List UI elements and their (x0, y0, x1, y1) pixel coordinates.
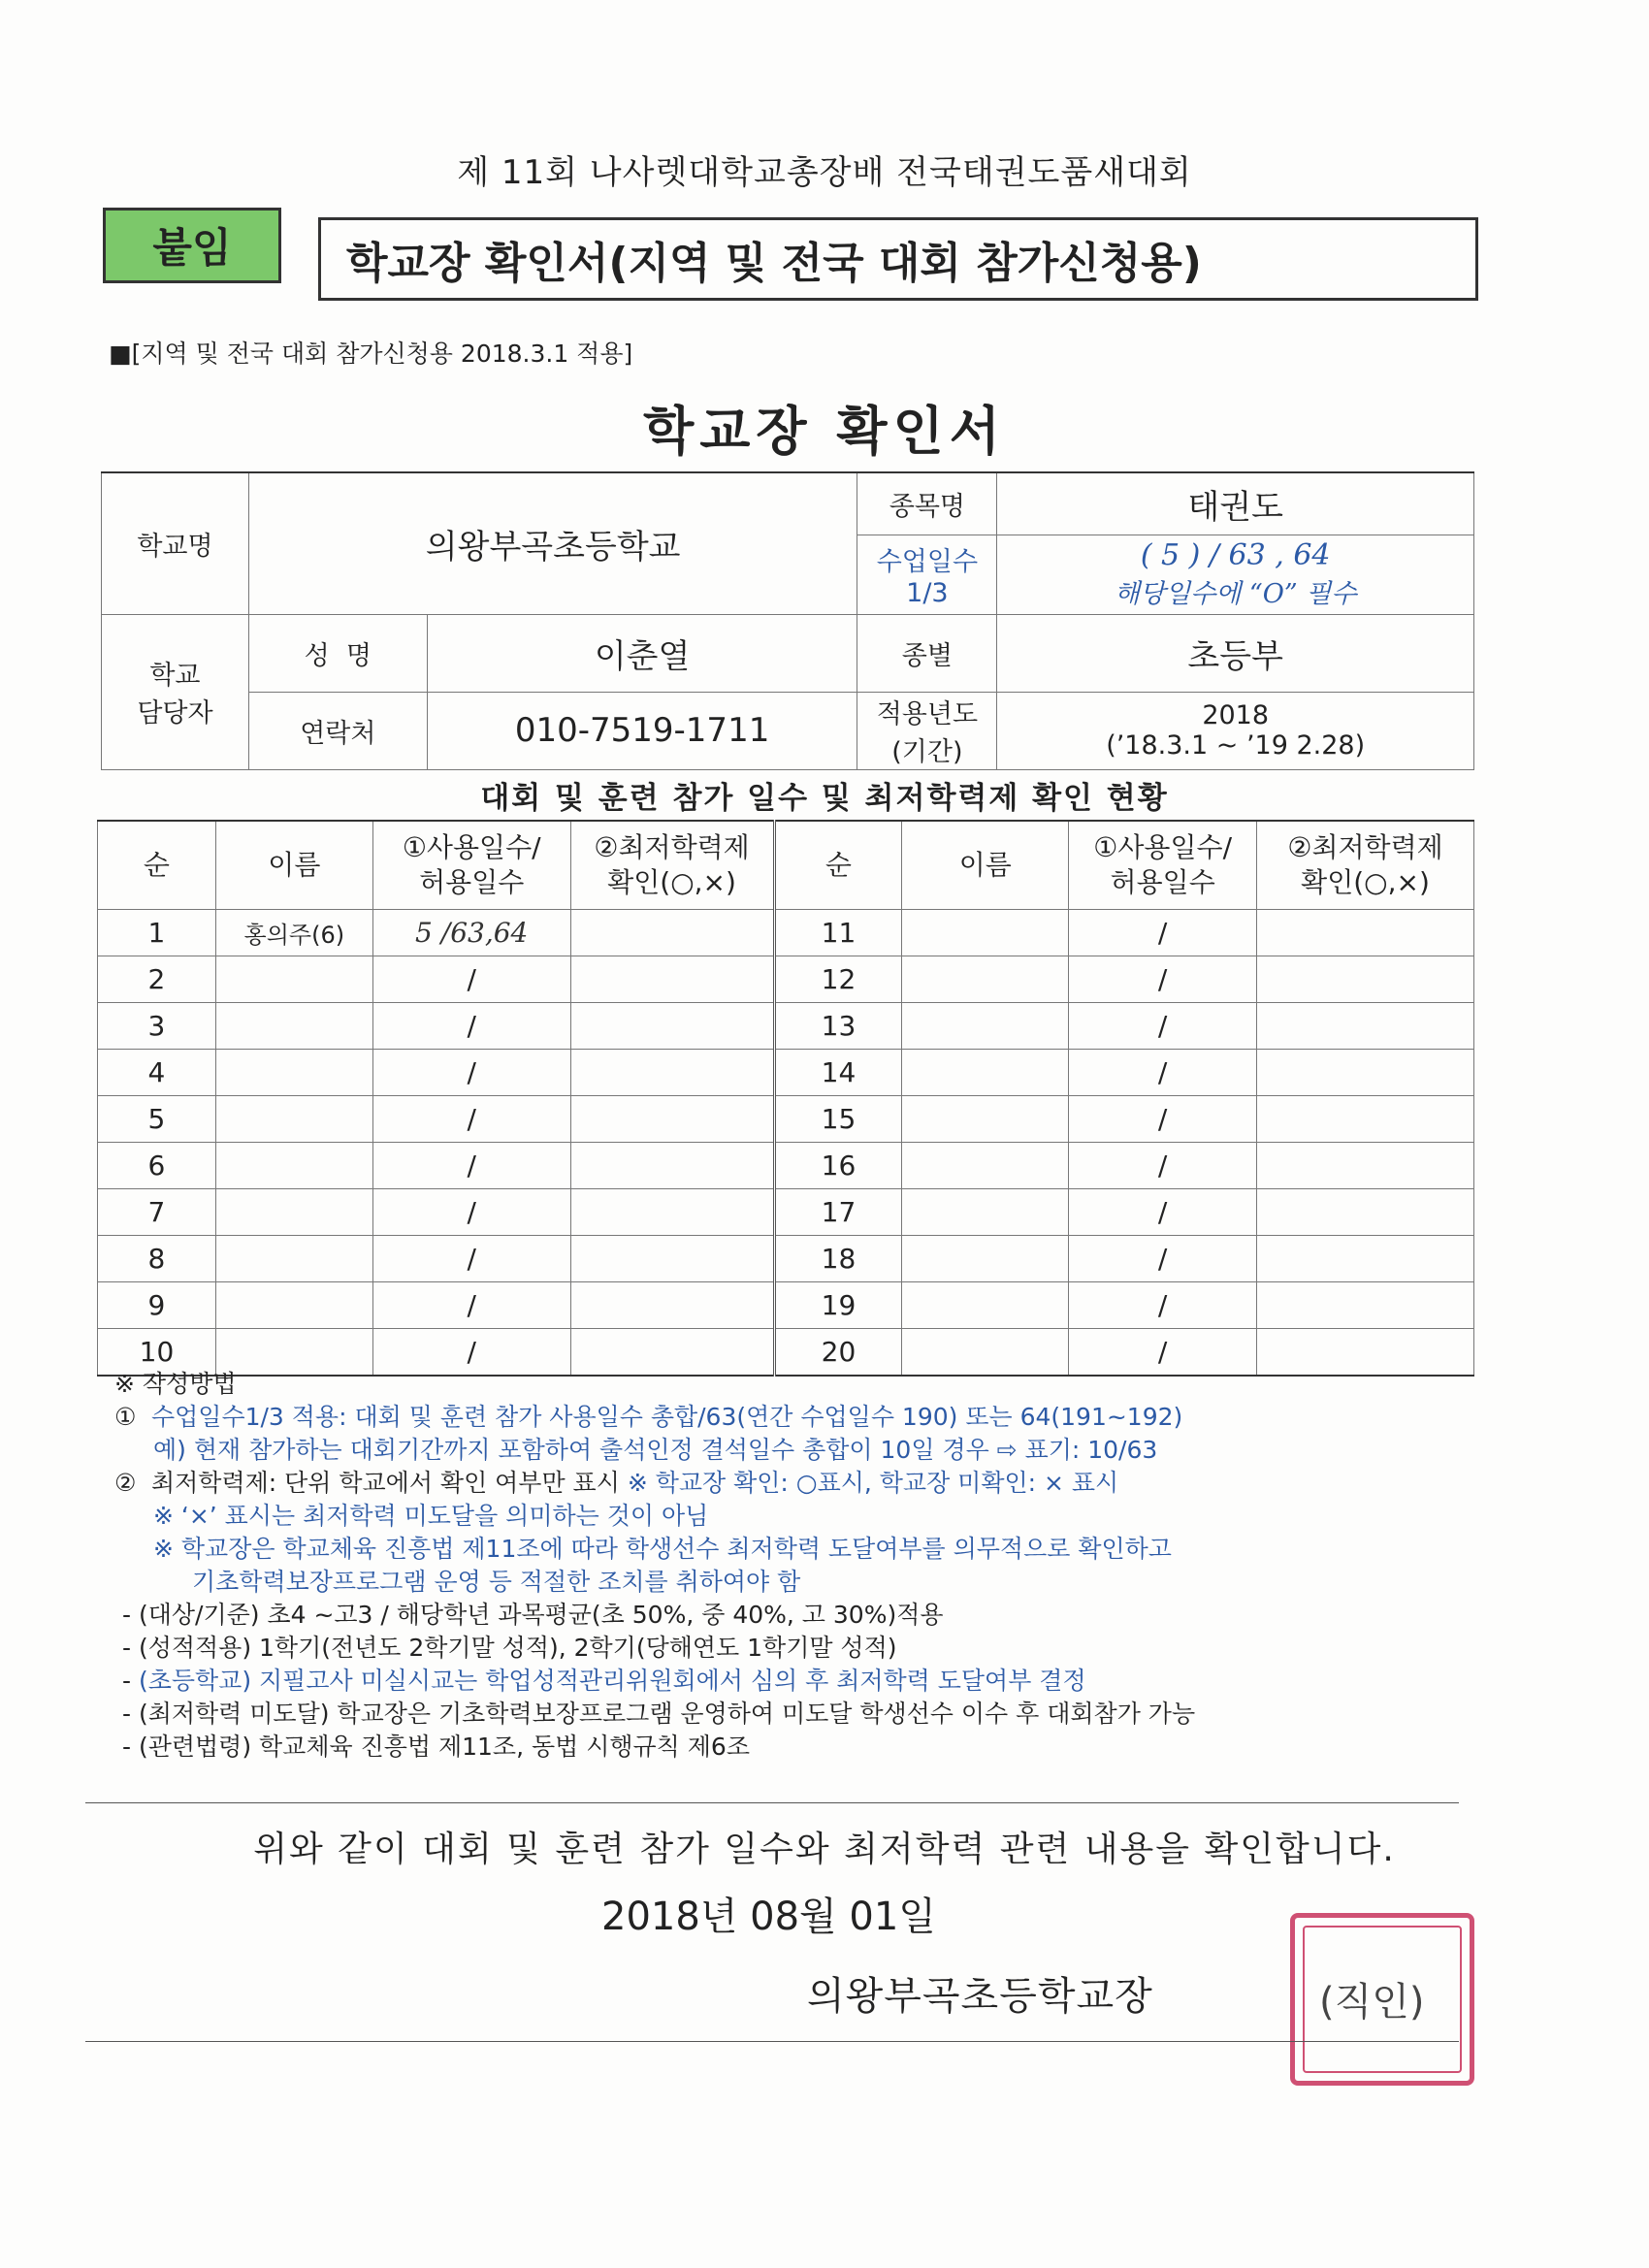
roster-subtitle: 대회 및 훈련 참가 일수 및 최저학력제 확인 현황 (480, 781, 1169, 816)
name-value: 이춘열 (427, 614, 857, 692)
row-name (215, 1050, 372, 1096)
event-label: 종목명 (857, 472, 997, 535)
period-year: 2018 (1202, 700, 1270, 730)
row-name (902, 1282, 1069, 1329)
row-name (902, 1189, 1069, 1236)
detail-4: - (최저학력 미도달) 학교장은 기초학력보장프로그램 운영하여 미도달 학생선수 이수 후 대회참가 가능 (122, 1700, 1196, 1728)
instruction-2-mark: ② (114, 1469, 137, 1497)
row-name (215, 1096, 372, 1143)
detail-1: - (대상/기준) 초4 ~고3 / 해당학년 과목평균(초 50%, 중 40%, 고 30%)적용 (122, 1601, 944, 1629)
principal-title: 의왕부곡초등학교장 (807, 1974, 1153, 2019)
row-name (215, 1003, 372, 1050)
event-value: 태권도 (997, 472, 1474, 535)
class-days-label (857, 535, 997, 614)
table-row (98, 910, 1474, 956)
row-no: 10 (98, 1329, 216, 1377)
row-check (570, 1189, 774, 1236)
row-no: 7 (98, 1189, 216, 1236)
document-title-box (318, 217, 1478, 301)
category-label: 종별 (857, 614, 997, 692)
row-no: 8 (98, 1236, 216, 1282)
header-no-right: 순 (774, 821, 902, 910)
row-no: 12 (774, 956, 902, 1003)
row-check (1257, 1003, 1474, 1050)
header-check-line1: ②최저학력제 (594, 831, 750, 863)
instruction-3: ※ ‘×’ 표시는 최저학력 미도달을 의미하는 것이 아님 (153, 1502, 709, 1530)
row-days: / (1069, 1329, 1257, 1377)
table-row (98, 1189, 1474, 1236)
header-no-left: 순 (98, 821, 216, 910)
row-days: / (1069, 1003, 1257, 1050)
header-check-line2: 확인(○,×) (1301, 866, 1430, 898)
manager-label (102, 614, 249, 769)
row-days: / (372, 1329, 570, 1377)
instruction-2-blue: ※ 학교장 확인: ○표시, 학교장 미확인: × 표시 (627, 1469, 1119, 1497)
row-name: 홍의주(6) (215, 910, 372, 956)
table-row (98, 1236, 1474, 1282)
detail-5: - (관련법령) 학교체육 진흥법 제11조, 동법 시행규칙 제6조 (122, 1733, 750, 1761)
row-name (902, 1050, 1069, 1096)
instruction-1-line1: 수업일수1/3 적용: 대회 및 훈련 참가 사용일수 총합/63(연간 수업일수 190) 또는 64(191~192) (151, 1403, 1183, 1431)
row-days: / (372, 1282, 570, 1329)
table-row (98, 956, 1474, 1003)
contact-value: 010-7519-1711 (427, 692, 857, 769)
instruction-1-mark: ① (114, 1403, 137, 1431)
row-name (215, 1189, 372, 1236)
header-days-line2: 허용일수 (419, 866, 525, 898)
row-days: / (1069, 910, 1257, 956)
row-days: / (372, 1003, 570, 1050)
divider (85, 1802, 1459, 1803)
seal-label: (직인) (1319, 1980, 1425, 2025)
row-check (570, 1096, 774, 1143)
row-no: 4 (98, 1050, 216, 1096)
row-name (902, 910, 1069, 956)
class-days-note: 해당일수에 “O” 필수 (1114, 579, 1357, 609)
row-name (215, 1236, 372, 1282)
row-check (1257, 1096, 1474, 1143)
row-no: 3 (98, 1003, 216, 1050)
class-days-label-line1: 수업일수 (876, 547, 979, 577)
row-check (1257, 956, 1474, 1003)
class-days-cell (997, 535, 1474, 614)
school-label: 학교명 (102, 472, 249, 614)
row-name (215, 1143, 372, 1189)
row-name (215, 1282, 372, 1329)
period-label-line1: 적용년도 (876, 699, 979, 729)
row-days: / (1069, 1143, 1257, 1189)
header-days-line1: ①사용일수/ (402, 831, 541, 863)
row-days: / (1069, 1282, 1257, 1329)
instructions-heading: ※ 작성방법 (114, 1370, 237, 1398)
category-value: 초등부 (997, 614, 1474, 692)
application-note: ■[지역 및 전국 대회 참가신청용 2018.3.1 적용] (109, 340, 633, 368)
row-name (902, 1143, 1069, 1189)
row-no: 5 (98, 1096, 216, 1143)
row-days: 5 /63,64 (372, 910, 570, 956)
event-title: 제 11회 나사렛대학교총장배 전국태권도품새대회 (457, 153, 1192, 192)
row-no: 1 (98, 910, 216, 956)
row-check (570, 1143, 774, 1189)
row-check (570, 1236, 774, 1282)
roster-table (97, 820, 1474, 1377)
row-name (902, 956, 1069, 1003)
header-check-right (1257, 821, 1474, 910)
attachment-badge: 붙임 (103, 208, 281, 283)
instruction-4-line2: 기초학력보장프로그램 운영 등 적절한 조치를 취하여야 함 (192, 1568, 801, 1596)
row-no: 17 (774, 1189, 902, 1236)
row-name (215, 956, 372, 1003)
instruction-1-line2: 예) 현재 참가하는 대회기간까지 포함하여 출석인정 결석일수 총합이 10일 경우 ⇨ 표기: 10/63 (153, 1436, 1158, 1464)
instruction-2-text: 최저학력제: 단위 학교에서 확인 여부만 표시 (151, 1469, 628, 1497)
document-title: 학교장 확인서(지역 및 전국 대회 참가신청용) (346, 239, 1202, 288)
table-row (98, 1096, 1474, 1143)
main-title: 학교장 확인서 (643, 401, 1006, 462)
class-days-value: ( 5 ) / 63 , 64 (1140, 538, 1331, 572)
row-days: / (372, 1189, 570, 1236)
row-check (570, 1050, 774, 1096)
row-check (570, 1282, 774, 1329)
detail-2: - (성적적용) 1학기(전년도 2학기말 성적), 2학기(당해연도 1학기말 성적) (122, 1634, 897, 1662)
confirmation-text: 위와 같이 대회 및 훈련 참가 일수와 최저학력 관련 내용을 확인합니다. (253, 1830, 1396, 1869)
period-value (997, 692, 1474, 769)
period-label (857, 692, 997, 769)
row-check (570, 956, 774, 1003)
row-check (570, 910, 774, 956)
detail-3 (114, 1665, 1492, 1698)
row-no: 19 (774, 1282, 902, 1329)
class-days-label-line2: 1/3 (906, 578, 949, 608)
row-days: / (1069, 1096, 1257, 1143)
row-name (902, 1096, 1069, 1143)
row-no: 13 (774, 1003, 902, 1050)
period-label-line2: (기간) (891, 737, 963, 767)
row-no: 2 (98, 956, 216, 1003)
info-table (101, 471, 1474, 770)
header-check-left (570, 821, 774, 910)
contact-label: 연락처 (248, 692, 427, 769)
row-no: 16 (774, 1143, 902, 1189)
row-no: 15 (774, 1096, 902, 1143)
row-days: / (372, 956, 570, 1003)
header-check-line2: 확인(○,×) (607, 866, 736, 898)
row-days: / (372, 1050, 570, 1096)
header-check-line1: ②최저학력제 (1287, 831, 1443, 863)
manager-label-line1: 학교 (149, 661, 201, 691)
row-check (1257, 1236, 1474, 1282)
header-days-left (372, 821, 570, 910)
instructions (114, 1368, 1492, 1764)
row-check (570, 1003, 774, 1050)
name-label: 성 명 (248, 614, 427, 692)
period-range: (’18.3.1 ~ ’19 2.28) (1106, 730, 1366, 761)
instruction-2 (114, 1467, 1492, 1500)
row-days: / (372, 1236, 570, 1282)
table-row (98, 1050, 1474, 1096)
row-days: / (1069, 1050, 1257, 1096)
detail-3-blue: (초등학교) 지필고사 미실시교는 학업성적관리위원회에서 심의 후 최저학력 도달여부 결정 (138, 1667, 1086, 1695)
row-check (1257, 1143, 1474, 1189)
header-days-line1: ①사용일수/ (1093, 831, 1233, 863)
row-days: / (1069, 1189, 1257, 1236)
row-check (1257, 910, 1474, 956)
row-no: 6 (98, 1143, 216, 1189)
row-days: / (1069, 1236, 1257, 1282)
row-days: / (372, 1096, 570, 1143)
row-no: 18 (774, 1236, 902, 1282)
row-check (1257, 1189, 1474, 1236)
header-name-right: 이름 (902, 821, 1069, 910)
divider (85, 2041, 1459, 2042)
row-no: 9 (98, 1282, 216, 1329)
header-name-left: 이름 (215, 821, 372, 910)
row-check (1257, 1050, 1474, 1096)
school-name: 의왕부곡초등학교 (248, 472, 857, 614)
header-days-right (1069, 821, 1257, 910)
row-name (902, 1003, 1069, 1050)
instruction-4-line1: ※ 학교장은 학교체육 진흥법 제11조에 따라 학생선수 최저학력 도달여부를 의무적으로 확인하고 (153, 1535, 1172, 1563)
row-no: 11 (774, 910, 902, 956)
row-no: 14 (774, 1050, 902, 1096)
table-row (98, 1003, 1474, 1050)
row-check (1257, 1282, 1474, 1329)
row-days: / (1069, 956, 1257, 1003)
header-days-line2: 허용일수 (1110, 866, 1215, 898)
confirmation-date: 2018년 08월 01일 (601, 1895, 936, 1939)
detail-3-prefix: - (122, 1667, 139, 1695)
instruction-1 (114, 1401, 1492, 1434)
manager-label-line2: 담당자 (137, 698, 213, 729)
row-name (902, 1236, 1069, 1282)
row-days: / (372, 1143, 570, 1189)
table-row (98, 1282, 1474, 1329)
row-no: 20 (774, 1329, 902, 1377)
table-row (98, 1143, 1474, 1189)
